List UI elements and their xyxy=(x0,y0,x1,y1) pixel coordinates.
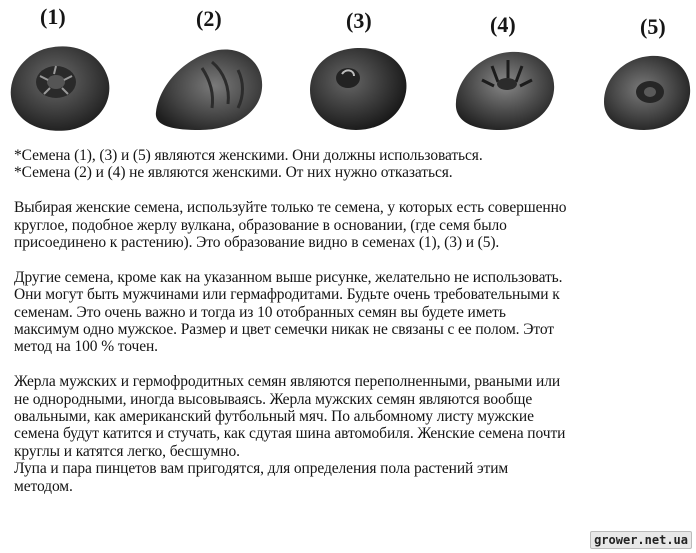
seed-3-image xyxy=(306,44,412,134)
paragraph-other-seeds: Другие семена, кроме как на указанном выше рисунке, желательно не использовать. Они могут быть мужчинами или гермафродитами. Будьте очень требовательными к семенам. Это очень важно и тогда из 10 отобранных семян вы будете иметь максимум одно мужское. Размер и цвет семечки никак не связаны с ее полом. Этот метод на 100 % точен. xyxy=(14,268,563,356)
seed-5-label: (5) xyxy=(640,14,666,39)
paragraph-seed-classification: *Семена (1), (3) и (5) являются женскими. Они должны использоваться. *Семена (2) и (4) не являются женскими. От них нужно отказаться. xyxy=(14,147,483,182)
seed-4-image xyxy=(452,46,558,132)
seeds-illustration xyxy=(0,0,696,140)
paragraph-female-selection: Выбирая женские семена, используйте только те семена, у которых есть совершенно круглое, подобное жерлу вулкана, образование в основании, (где семя было присоединено к растению). Это образование видно в семенах (1), (3) и (5). xyxy=(14,199,567,252)
site-watermark: grower.net.ua xyxy=(590,531,692,549)
seed-1-image xyxy=(4,40,116,134)
seed-3-label: (3) xyxy=(346,8,372,33)
seed-2-image xyxy=(152,42,268,134)
seed-1-label: (1) xyxy=(40,4,66,29)
seed-2-label: (2) xyxy=(196,6,222,31)
seed-4-label: (4) xyxy=(490,12,516,37)
paragraph-male-seeds: Жерла мужских и гермофродитных семян являются переполненными, рваными или не однородными, иногда высовываясь. Жерла мужских семян являются вообще овальными, как американский футбольный мяч. По альбомному листу мужские семена будут катится и стучать, как сдутая шина автомобиля. Женские семена почти круглы и катятся легко, бесшумно. Лупа и пара пинцетов вам пригодятся, для определения пола растений этим методом. xyxy=(14,373,566,495)
seed-5-image xyxy=(600,50,694,134)
article-text xyxy=(14,147,692,495)
